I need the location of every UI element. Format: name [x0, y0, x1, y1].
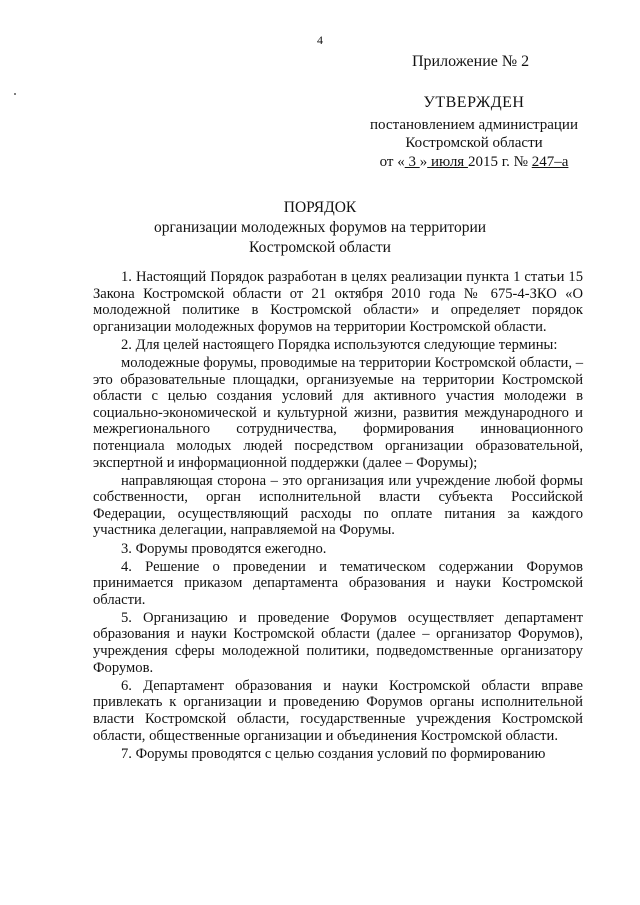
document-heading: ПОРЯДОК	[283, 199, 357, 216]
paragraph-1: 1. Настоящий Порядок разработан в целях реализации пункта 1 статьи 15 Закона Костромской области от 21 октября 2010 года № 675-4-ЗКО «О молодежной политике в Костромской области» и определяет порядок организации молодежных форумов на территории Костромской области.	[93, 269, 583, 335]
approval-line-2: Костромской области	[405, 135, 543, 151]
paragraph-5: 5. Организацию и проведение Форумов осуществляет департамент образования и науки Костромской области (далее – организатор Форумов), учреждения сферы молодежной политики, подведомственные организатору Форумов.	[93, 609, 583, 676]
paragraph-2-term-sending-party: направляющая сторона – это организация или учреждение любой формы собственности, орган исполнительной власти субъекта Российской Федерации, осуществляющий расходы по оплате питания за каждого участника делегации, направляемой на Форумы.	[93, 472, 583, 539]
approval-from: от «	[379, 153, 405, 170]
approval-date-line	[354, 153, 594, 172]
approval-line-1: постановлением администрации	[370, 116, 578, 133]
approval-day: 3	[404, 153, 420, 170]
paragraph-2-term-forums: молодежные форумы, проводимые на территории Костромской области, – это образовательные площадки, организуемые на территории Костромской области с целью создания условий для активного участия молодежи в социально-экономической и культурной жизни, развития международного и межрегионального сотрудничества, формирования инновационного потенциала молодых людей посредством организации образовательной, экспертной и информационной поддержки (далее – Форумы);	[93, 354, 583, 471]
document-subtitle-line-2: Костромской области	[249, 239, 391, 256]
approval-month: июля	[427, 153, 468, 170]
paragraph-4: 4. Решение о проведении и тематическом содержании Форумов принимается приказом департамента образования и науки Костромской области.	[93, 558, 583, 608]
approval-year: 2015 г. №	[467, 153, 532, 170]
approval-mid: »	[419, 153, 428, 170]
paragraph-7: 7. Форумы проводятся с целью создания условий по формированию	[121, 745, 546, 762]
approval-number: 247–а	[531, 153, 569, 170]
appendix-label: Приложение № 2	[412, 53, 530, 70]
scan-speck	[14, 93, 16, 95]
approval-title: УТВЕРЖДЕН	[423, 94, 525, 111]
paragraph-6: 6. Департамент образования и науки Костромской области вправе привлекать к организации и проведению Форумов органы исполнительной власти Костромской области, государственные учреждения Костромской области, общественные организации и объединения Костромской области.	[93, 677, 583, 744]
paragraph-2: 2. Для целей настоящего Порядка используются следующие термины:	[121, 336, 558, 353]
page-number: 4	[317, 33, 323, 47]
document-body	[93, 269, 583, 764]
approval-block	[354, 94, 594, 171]
paragraph-3: 3. Форумы проводятся ежегодно.	[121, 540, 327, 557]
document-subtitle-line-1: организации молодежных форумов на территории	[153, 219, 487, 236]
document-title	[90, 198, 550, 258]
